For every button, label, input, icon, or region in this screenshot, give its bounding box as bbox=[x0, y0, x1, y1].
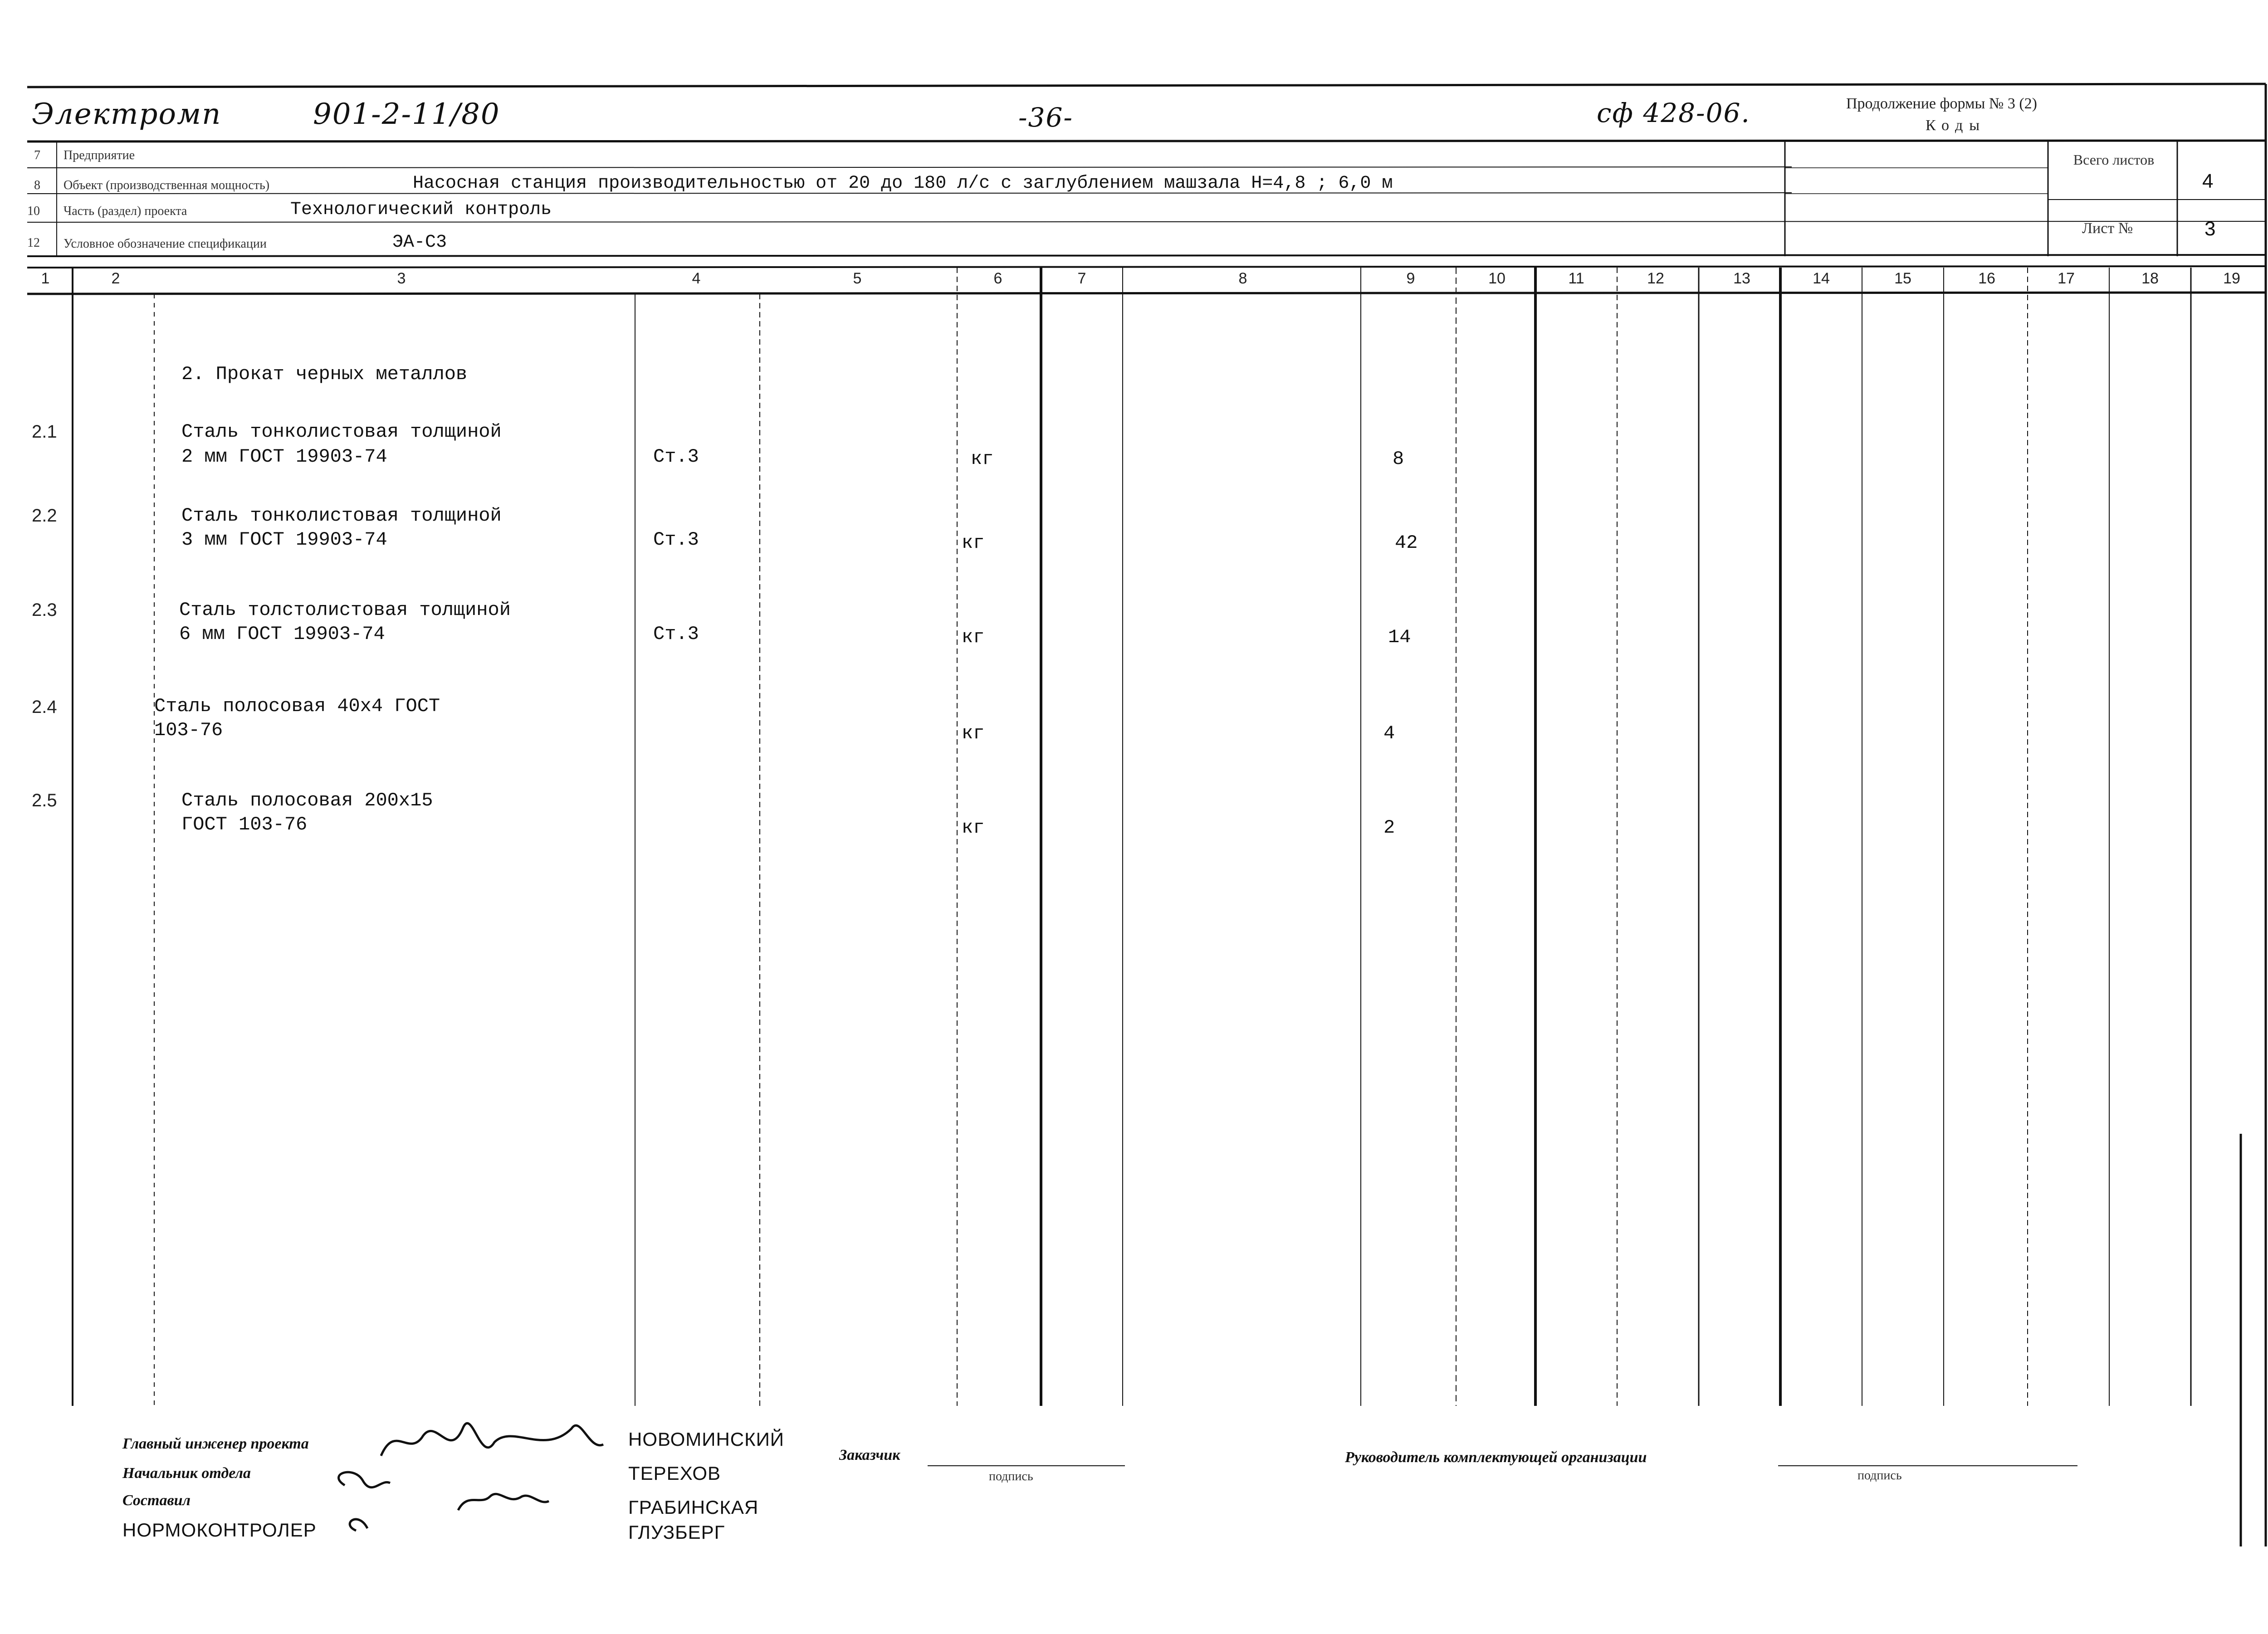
item-name: Сталь полосовая 40х4 ГОСТ bbox=[154, 695, 440, 717]
compiled-label: Составил bbox=[122, 1492, 191, 1509]
unit: кг bbox=[962, 532, 985, 554]
project-part: Технологический контроль bbox=[290, 200, 552, 220]
column-number: 1 bbox=[41, 270, 50, 287]
steel-grade: Ст.3 bbox=[653, 623, 699, 645]
object-name: Насосная станция производительностью от 20 до 180 л/с с заглублением машзала Н=4,8 ; 6,0 м bbox=[413, 173, 1393, 194]
column-number: 14 bbox=[1813, 270, 1830, 287]
item-name: ГОСТ 103-76 bbox=[181, 814, 308, 835]
section-title: 2. Прокат черных металлов bbox=[181, 363, 468, 385]
form-title: Продолжение формы № 3 (2) bbox=[1846, 95, 2037, 112]
meta-row-label: Объект (производственная мощность) bbox=[64, 178, 270, 192]
header-handwritten-left: Электромп bbox=[32, 98, 222, 131]
total-sheets-value: 4 bbox=[2202, 170, 2214, 192]
item-name: 2 мм ГОСТ 19903-74 bbox=[181, 446, 387, 468]
column-number: 16 bbox=[1978, 270, 1995, 287]
signature-caption: подпись bbox=[989, 1469, 1033, 1483]
unit: кг bbox=[971, 448, 994, 470]
column-number: 8 bbox=[1238, 270, 1247, 287]
handwritten-signatures bbox=[339, 1423, 603, 1531]
quantity: 14 bbox=[1388, 626, 1411, 648]
steel-grade: Ст.3 bbox=[653, 446, 699, 468]
meta-row-num: 10 bbox=[27, 204, 40, 218]
steel-grade: Ст.3 bbox=[653, 529, 699, 551]
column-number: 3 bbox=[397, 270, 406, 287]
meta-row-num: 8 bbox=[34, 178, 40, 192]
item-name: Сталь полосовая 200х15 bbox=[181, 790, 433, 811]
quantity: 42 bbox=[1395, 532, 1418, 554]
norm-controller-label: НОРМОКОНТРОЛЕР bbox=[122, 1519, 317, 1541]
head-org-label: Руководитель комплектующей организации bbox=[1345, 1449, 1647, 1466]
column-number: 15 bbox=[1894, 270, 1911, 287]
sheet-number-value: 3 bbox=[2204, 218, 2216, 240]
row-number: 2.4 bbox=[32, 697, 57, 717]
total-sheets-label: Всего листов bbox=[2073, 151, 2155, 168]
column-number: 11 bbox=[1568, 270, 1584, 287]
unit: кг bbox=[962, 626, 985, 648]
column-number: 4 bbox=[692, 270, 701, 287]
norm-controller-name: ГЛУЗБЕРГ bbox=[628, 1522, 725, 1543]
codes-label: Коды bbox=[1926, 117, 1986, 134]
column-number: 13 bbox=[1733, 270, 1750, 287]
page-number: -36- bbox=[1018, 102, 1073, 133]
meta-row-label: Часть (раздел) проекта bbox=[64, 204, 187, 218]
meta-row-label: Предприятие bbox=[64, 148, 135, 162]
header-handwritten-code: сф 428-06. bbox=[1597, 98, 1750, 128]
customer-label: Заказчик bbox=[839, 1447, 900, 1463]
row-number: 2.2 bbox=[32, 506, 57, 526]
dept-head-label: Начальник отдела bbox=[122, 1465, 251, 1482]
column-number: 12 bbox=[1647, 270, 1664, 287]
item-name: Сталь тонколистовая толщиной bbox=[181, 505, 502, 527]
item-name: 3 мм ГОСТ 19903-74 bbox=[181, 529, 387, 551]
chief-engineer-name: НОВОМИНСКИЙ bbox=[628, 1429, 784, 1450]
row-number: 2.5 bbox=[32, 790, 57, 810]
item-name: Сталь тонколистовая толщиной bbox=[181, 421, 502, 443]
column-number: 17 bbox=[2058, 270, 2075, 287]
column-number: 18 bbox=[2141, 270, 2159, 287]
meta-row-num: 12 bbox=[27, 236, 40, 250]
column-number: 10 bbox=[1488, 270, 1505, 287]
column-number: 9 bbox=[1406, 270, 1415, 287]
signature-caption: подпись bbox=[1857, 1468, 1902, 1483]
column-number: 19 bbox=[2223, 270, 2240, 287]
meta-row-label: Условное обозначение спецификации bbox=[64, 237, 267, 251]
column-number: 6 bbox=[993, 270, 1002, 287]
column-number: 5 bbox=[853, 270, 862, 287]
column-number: 2 bbox=[111, 270, 120, 287]
dept-head-name: ТЕРЕХОВ bbox=[628, 1463, 721, 1484]
compiled-name: ГРАБИНСКАЯ bbox=[628, 1497, 759, 1518]
item-name: Сталь толстолистовая толщиной bbox=[179, 599, 511, 621]
quantity: 4 bbox=[1383, 722, 1395, 744]
chief-engineer-label: Главный инженер проекта bbox=[122, 1435, 309, 1452]
item-name: 6 мм ГОСТ 19903-74 bbox=[179, 623, 385, 645]
quantity: 2 bbox=[1383, 817, 1395, 839]
item-name: 103-76 bbox=[154, 719, 223, 741]
quantity: 8 bbox=[1393, 448, 1404, 470]
row-number: 2.3 bbox=[32, 600, 57, 620]
spec-designation: ЭА-С3 bbox=[392, 232, 447, 253]
project-number: 901-2-11/80 bbox=[313, 98, 500, 131]
unit: кг bbox=[962, 817, 985, 839]
meta-row-num: 7 bbox=[34, 148, 40, 162]
row-number: 2.1 bbox=[32, 422, 57, 442]
unit: кг bbox=[962, 722, 985, 744]
sheet-number-label: Лист № bbox=[2082, 220, 2133, 237]
column-number: 7 bbox=[1077, 270, 1086, 287]
